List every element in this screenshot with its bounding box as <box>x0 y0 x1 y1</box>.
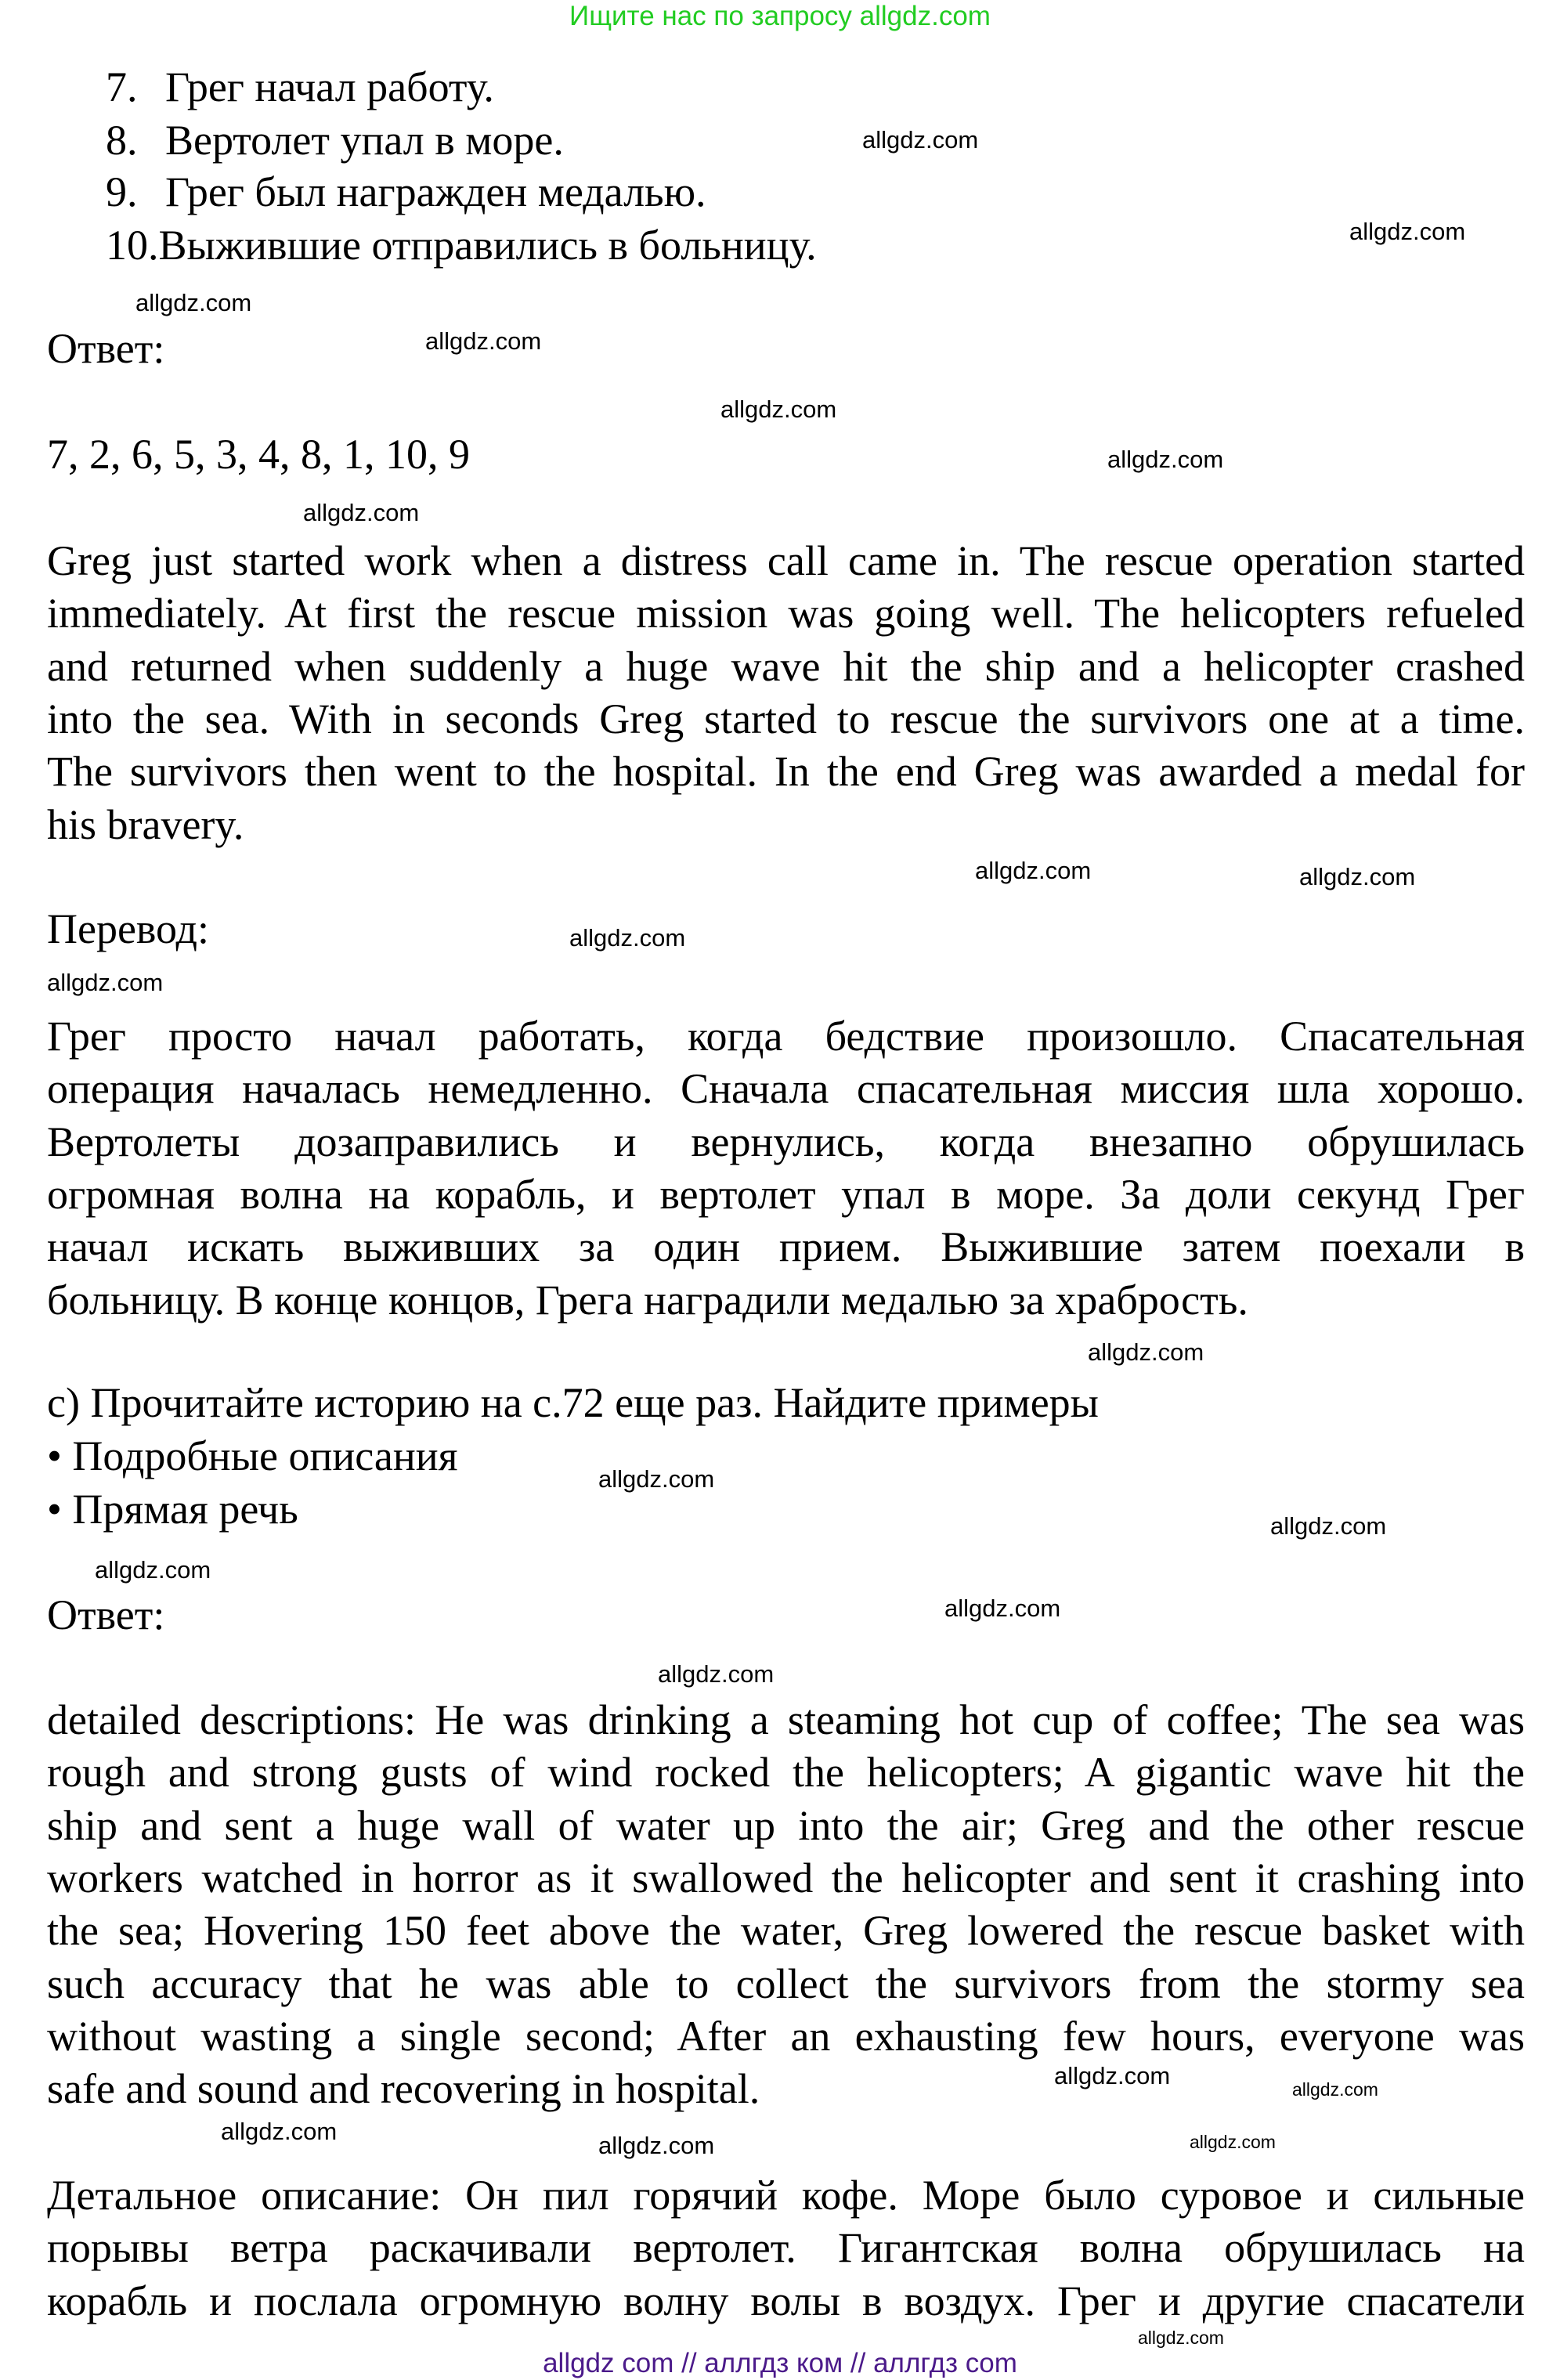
text-line: the sea; Hovering 150 feet above the water, Greg lowered the rescue basket with <box>47 1907 1525 1955</box>
bullet-item: • Подробные описания <box>47 1432 458 1479</box>
text-line: his bravery. <box>47 800 244 848</box>
watermark: allgdz.com <box>1292 2079 1378 2100</box>
text-line: without wasting a single second; After an exhausting few hours, everyone was <box>47 2012 1525 2060</box>
watermark: allgdz.com <box>1138 2328 1224 2348</box>
watermark: allgdz.com <box>720 395 837 423</box>
watermark: allgdz.com <box>221 2118 338 2145</box>
watermark: allgdz.com <box>569 924 686 952</box>
list-number: 8. <box>106 117 138 164</box>
watermark: allgdz.com <box>47 969 164 996</box>
list-text: Вертолет упал в море. <box>165 117 564 164</box>
watermark: allgdz.com <box>1054 2062 1171 2089</box>
text-line: detailed descriptions: He was drinking a steaming hot cup of coffee; The sea was <box>47 1696 1525 1743</box>
translation-label: Перевод: <box>47 905 209 952</box>
text-line: операция началась немедленно. Сначала спасательная миссия шла хорошо. <box>47 1065 1525 1113</box>
text-line: The survivors then went to the hospital. In the end Greg was awarded a medal for <box>47 748 1525 796</box>
text-line: rough and strong gusts of wind rocked the helicopters; A gigantic wave hit the <box>47 1749 1525 1797</box>
list-number: 7. <box>106 63 138 110</box>
text-line: порывы ветра раскачивали вертолет. Гигантская волна обрушилась на <box>47 2224 1525 2272</box>
task-c: c) Прочитайте историю на с.72 еще раз. Найдите примеры <box>47 1379 1099 1426</box>
header-banner[interactable]: Ищите нас по запросу allgdz.com <box>569 1 991 31</box>
watermark: allgdz.com <box>1107 446 1224 473</box>
text-line: immediately. At first the rescue mission was going well. The helicopters refueled <box>47 590 1525 637</box>
watermark: allgdz.com <box>975 857 1092 884</box>
list-item <box>106 219 817 272</box>
list-item <box>106 166 706 218</box>
text-line: огромная волна на корабль, и вертолет упал в море. За доли секунд Грег <box>47 1170 1525 1218</box>
list-item <box>106 61 494 114</box>
watermark: allgdz.com <box>598 2132 715 2159</box>
text-line: such accuracy that he was able to collect the survivors from the stormy sea <box>47 1959 1525 2007</box>
watermark: allgdz.com <box>1190 2132 1276 2152</box>
watermark: allgdz.com <box>135 289 252 316</box>
text-line: safe and sound and recovering in hospital. <box>47 2065 760 2113</box>
text-line: корабль и послала огромную волну волы в воздух. Грег и другие спасатели <box>47 2277 1525 2324</box>
list-text: Грег был награжден медалью. <box>165 168 706 215</box>
watermark: allgdz.com <box>944 1594 1061 1622</box>
text-line: into the sea. With in seconds Greg started to rescue the survivors one at a time. <box>47 695 1525 742</box>
text-line: workers watched in horror as it swallowed the helicopter and sent it crashing into <box>47 1854 1525 1901</box>
bullet-item: • Прямая речь <box>47 1486 298 1533</box>
text-line: Greg just started work when a distress call came in. The rescue operation started <box>47 537 1525 584</box>
watermark: allgdz.com <box>1088 1338 1204 1366</box>
text-line: Вертолеты дозаправились и вернулись, когда внезапно обрушилась <box>47 1118 1525 1165</box>
watermark: allgdz.com <box>862 126 979 153</box>
list-text: Выжившие отправились в больницу. <box>158 222 817 269</box>
list-number: 9. <box>106 168 138 215</box>
text-line: Грег просто начал работать, когда бедствие произошло. Спасательная <box>47 1013 1525 1060</box>
list-text: Грег начал работу. <box>165 63 494 110</box>
text-line: начал искать выживших за один прием. Выжившие затем поехали в <box>47 1223 1525 1271</box>
answer-label: Ответ: <box>47 325 165 372</box>
list-number: 10. <box>106 222 159 269</box>
watermark: allgdz.com <box>658 1660 775 1688</box>
watermark: allgdz.com <box>1349 218 1466 245</box>
watermark: allgdz.com <box>1270 1512 1387 1540</box>
footer-banner[interactable]: allgdz com // аллгдз ком // аллгдз com <box>543 2348 1017 2378</box>
watermark: allgdz.com <box>95 1556 211 1584</box>
watermark: allgdz.com <box>1299 863 1416 890</box>
answer-order: 7, 2, 6, 5, 3, 4, 8, 1, 10, 9 <box>47 431 470 478</box>
text-line: больницу. В конце концов, Грега наградили медалью за храбрость. <box>47 1276 1248 1324</box>
watermark: allgdz.com <box>598 1465 715 1493</box>
answer-label: Ответ: <box>47 1591 165 1638</box>
watermark: allgdz.com <box>425 327 542 355</box>
text-line: ship and sent a huge wall of water up into the air; Greg and the other rescue <box>47 1801 1525 1849</box>
text-line: Детальное описание: Он пил горячий кофе. Море было суровое и сильные <box>47 2172 1525 2219</box>
watermark: allgdz.com <box>303 499 420 526</box>
text-line: and returned when suddenly a huge wave hit the ship and a helicopter crashed <box>47 642 1525 690</box>
list-item <box>106 114 564 167</box>
